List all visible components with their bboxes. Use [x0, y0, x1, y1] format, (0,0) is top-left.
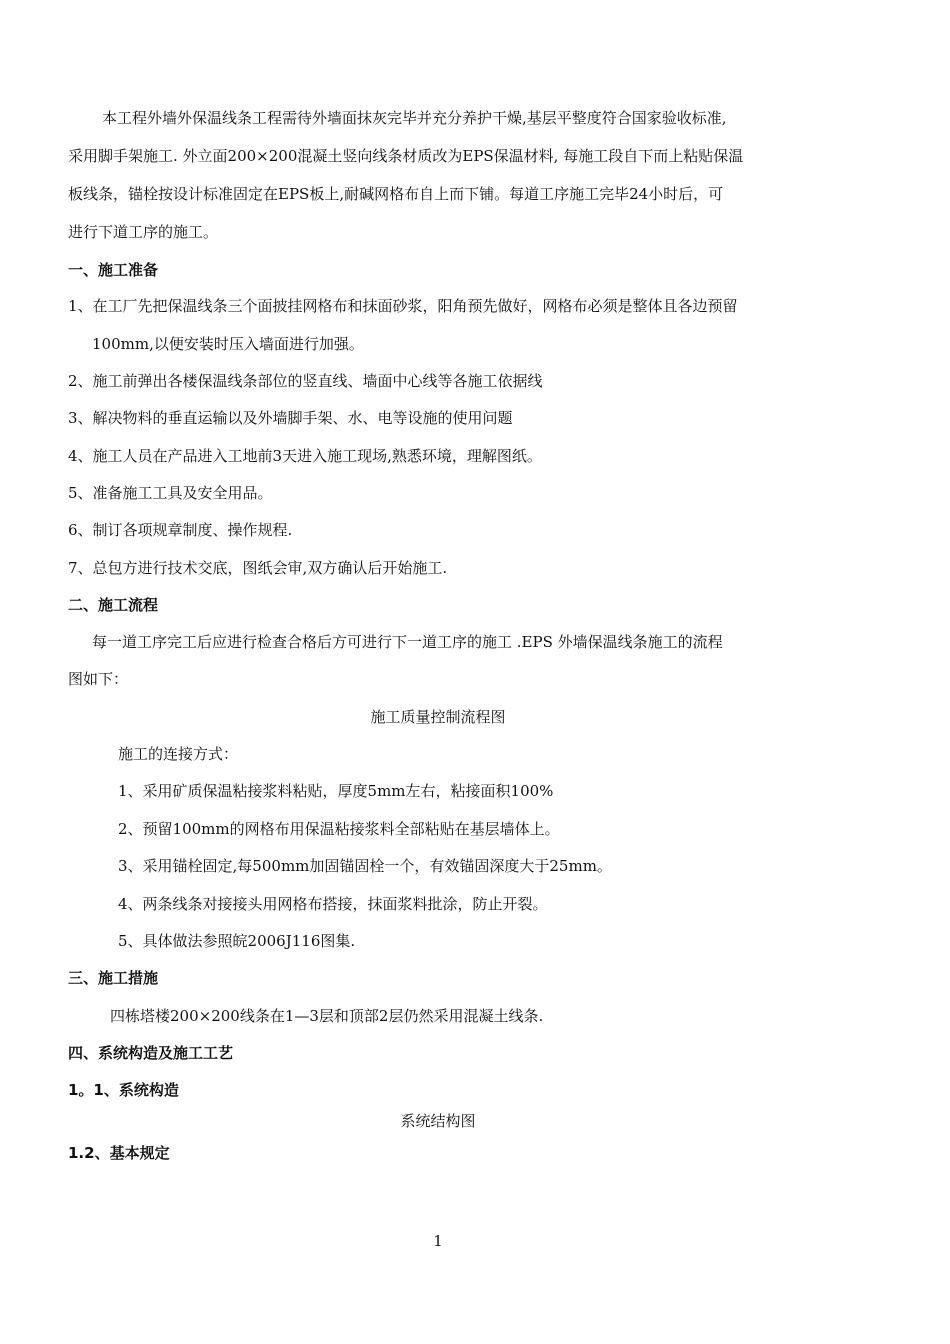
intro-line: 本工程外墙外保温线条工程需待外墙面抹灰完毕并充分养护干燥,基层平整度符合国家验收标准, — [102, 109, 727, 127]
figure-caption: 系统结构图 — [400, 1112, 476, 1130]
list-item: 1、在工厂先把保温线条三个面披挂网格布和抹面砂浆，阳角预先做好，网格布必须是整体且各边预留 — [68, 297, 738, 315]
list-item: 100mm,以便安装时压入墙面进行加强。 — [92, 335, 364, 353]
list-item: 4、两条线条对接接头用网格布搭接，抹面浆料批涂，防止开裂。 — [118, 895, 548, 913]
list-item: 3、解决物料的垂直运输以及外墙脚手架、水、电等设施的使用问题 — [68, 409, 513, 427]
list-item: 2、施工前弹出各楼保温线条部位的竖直线、墙面中心线等各施工依据线 — [68, 372, 543, 390]
list-item: 2、预留100mm的网格布用保温粘接浆料全部粘贴在基层墙体上。 — [118, 820, 560, 838]
list-item: 3、采用锚栓固定,每500mm加固锚固栓一个，有效锚固深度大于25mm。 — [118, 857, 612, 875]
section-heading-preparation: 一、施工准备 — [68, 261, 159, 279]
list-item: 5、准备施工工具及安全用品。 — [68, 484, 273, 502]
intro-line: 板线条，锚栓按设计标准固定在EPS板上,耐碱网格布自上而下铺。每道工序施工完毕24小时后，可 — [68, 185, 724, 203]
section-heading-measures: 三、施工措施 — [68, 969, 159, 987]
subsection-heading: 1.2、基本规定 — [68, 1144, 170, 1162]
subsection-heading: 1。1、系统构造 — [68, 1081, 179, 1099]
list-item: 4、施工人员在产品进入工地前3天进入施工现场,熟悉环境，理解图纸。 — [68, 447, 542, 465]
section-heading-process: 二、施工流程 — [68, 596, 159, 614]
paragraph-line: 四栋塔楼200×200线条在1—3层和顶部2层仍然采用混凝土线条. — [110, 1007, 544, 1025]
list-item: 7、总包方进行技术交底，图纸会审,双方确认后开始施工. — [68, 559, 448, 577]
paragraph-line: 图如下： — [68, 670, 129, 688]
section-heading-system: 四、系统构造及施工工艺 — [68, 1044, 234, 1062]
intro-line: 进行下道工序的施工。 — [68, 223, 219, 241]
subheading: 施工的连接方式： — [118, 745, 239, 763]
list-item: 5、具体做法参照皖2006J116图集. — [118, 932, 356, 950]
list-item: 6、制订各项规章制度、操作规程. — [68, 521, 293, 539]
list-item: 1、采用矿质保温粘接浆料粘贴，厚度5mm左右，粘接面积100% — [118, 782, 554, 800]
figure-caption: 施工质量控制流程图 — [370, 708, 506, 726]
intro-line: 采用脚手架施工. 外立面200×200混凝土竖向线条材质改为EPS保温材料, 每施工段自下而上粘贴保温 — [68, 147, 744, 165]
page-number: 1 — [433, 1232, 443, 1250]
paragraph-line: 每一道工序完工后应进行检查合格后方可进行下一道工序的施工 .EPS 外墙保温线条施工的流程 — [92, 633, 723, 651]
